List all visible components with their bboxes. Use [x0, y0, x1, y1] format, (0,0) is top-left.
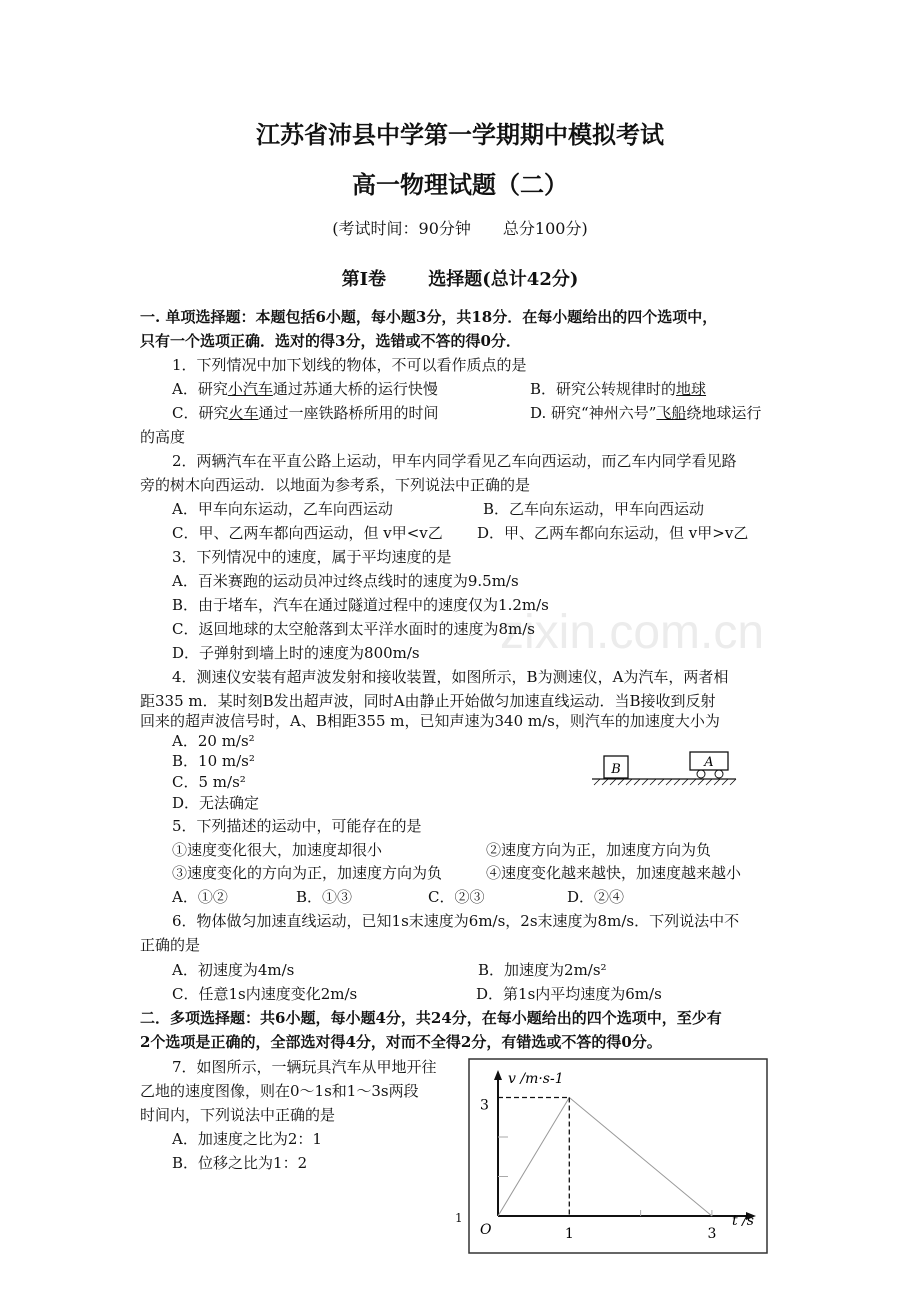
velocity-time-chart	[468, 1058, 768, 1254]
y-axis-label: v /m·s-1	[508, 1071, 564, 1087]
y-tick-label: 3	[480, 1097, 489, 1114]
q2-option-d: D．甲、乙两车都向东运动，但 v甲>v乙	[477, 524, 749, 542]
q2-stem: 2．两辆汽车在平直公路上运动，甲车内同学看见乙车向西运动，而乙车内同学看见路	[172, 452, 737, 470]
wheel	[697, 770, 705, 778]
q3-option-c: C．返回地球的太空舱落到太平洋水面时的速度为8m/s	[172, 620, 535, 638]
q6-stem: 6．物体做匀加速直线运动，已知1s末速度为6m/s，2s末速度为8m/s．下列说法中不	[172, 912, 740, 930]
part2-instructions: 二．多项选择题：共6小题，每小题4分，共24分，在每小题给出的四个选项中，至少有	[140, 1009, 722, 1027]
car-a-label: A	[704, 755, 714, 770]
x-tick-label: 3	[707, 1226, 717, 1242]
q7-option-b: B．位移之比为1：2	[172, 1154, 308, 1172]
q5-statement-1: ①速度变化很大，加速度却很小	[172, 841, 383, 859]
x-tick-label: 1	[564, 1226, 574, 1242]
page-title: 江苏省沛县中学第一学期期中模拟考试	[256, 120, 664, 149]
q4-stem: 距335 m．某时刻B发出超声波，同时A由静止开始做匀加速直线运动．当B接收到反射	[140, 692, 716, 710]
q3-stem: 3．下列情况中的速度，属于平均速度的是	[172, 548, 452, 566]
q6-option-c: C．任意1s内速度变化2m/s	[172, 985, 358, 1003]
exam-info: (考试时间：90分钟 总分100分)	[332, 219, 588, 238]
q1-stem: 1．下列情况中加下划线的物体，不可以看作质点的是	[172, 356, 527, 374]
q4-option-b: B．10 m/s²	[172, 752, 255, 770]
wheel	[715, 770, 723, 778]
q7-stem: 乙地的速度图像，则在0～1s和1～3s两段	[140, 1082, 419, 1100]
q4-option-d: D．无法确定	[172, 794, 260, 812]
q1-option-a: A．研究小汽车通过苏通大桥的运行快慢	[172, 380, 438, 398]
q2-option-b: B．乙车向东运动，甲车向西运动	[483, 500, 705, 518]
q1-option-d: D. 研究“神州六号”飞船绕地球运行	[530, 404, 762, 422]
q1-option-d-cont: 的高度	[140, 428, 186, 446]
ground-hatch	[594, 779, 736, 785]
device-b-label: B	[611, 762, 621, 777]
q5-statement-2: ②速度方向为正，加速度方向为负	[486, 841, 712, 859]
q1-option-b: B．研究公转规律时的地球	[530, 380, 707, 398]
q5-option-a: A．①②	[172, 888, 228, 906]
chart-frame	[469, 1059, 767, 1253]
q2-stem: 旁的树木向西运动．以地面为参考系，下列说法中正确的是	[140, 476, 531, 494]
x-axis-label: t /s	[732, 1213, 754, 1229]
q3-option-d: D．子弹射到墙上时的速度为800m/s	[172, 644, 420, 662]
q2-option-a: A．甲车向东运动，乙车向西运动	[172, 500, 393, 518]
q7-stem: 时间内，下列说法中正确的是	[140, 1106, 336, 1124]
q6-option-d: D．第1s内平均速度为6m/s	[476, 985, 662, 1003]
q7-stem: 7．如图所示，一辆玩具汽车从甲地开往	[172, 1058, 437, 1076]
q7-option-a: A．加速度之比为2：1	[172, 1130, 322, 1148]
q6-stem: 正确的是	[140, 936, 201, 954]
q5-statement-4: ④速度变化越来越快，加速度越来越小	[486, 864, 742, 882]
q5-stem: 5．下列描述的运动中，可能存在的是	[172, 817, 422, 835]
q3-option-b: B．由于堵车，汽车在通过隧道过程中的速度仅为1.2m/s	[172, 596, 549, 614]
q5-option-b: B．①③	[296, 888, 353, 906]
part1-instructions: 只有一个选项正确．选对的得3分，选错或不答的得0分．	[140, 332, 521, 350]
q1-option-c: C．研究火车通过一座铁路桥所用的时间	[172, 404, 439, 422]
q4-option-a: A．20 m/s²	[172, 732, 255, 750]
q4-stem: 4．测速仪安装有超声波发射和接收装置，如图所示，B为测速仪，A为汽车，两者相	[172, 668, 729, 686]
part2-instructions: 2个选项是正确的，全部选对得4分，对而不全得2分，有错选或不答的得0分。	[140, 1033, 662, 1051]
section-title: 第Ⅰ卷 选择题(总计42分)	[341, 269, 579, 290]
q2-option-c: C．甲、乙两车都向西运动，但 v甲<v乙	[172, 524, 443, 542]
q4-option-c: C．5 m/s²	[172, 773, 246, 791]
velocity-line	[498, 1098, 712, 1217]
q5-option-c: C．②③	[428, 888, 485, 906]
q5-option-d: D．②④	[567, 888, 625, 906]
q5-statement-3: ③速度变化的方向为正，加速度方向为负	[172, 864, 443, 882]
q6-option-b: B．加速度为2m/s²	[478, 961, 607, 979]
origin-label: O	[480, 1222, 492, 1238]
page-subtitle: 高一物理试题（二）	[352, 170, 568, 199]
q4-stem: 回来的超声波信号时，A、B相距355 m，已知声速为340 m/s，则汽车的加速度大小为	[140, 712, 720, 730]
watermark: zixin.com.cn	[500, 606, 765, 659]
q3-option-a: A．百米赛跑的运动员冲过终点线时的速度为9.5m/s	[172, 572, 519, 590]
q4-figure	[590, 748, 740, 788]
stray-mark: 1	[455, 1211, 463, 1225]
part1-instructions: 一. 单项选择题：本题包括6小题，每小题3分，共18分．在每小题给出的四个选项中，	[140, 308, 718, 326]
y-axis-arrow	[494, 1070, 502, 1080]
q6-option-a: A．初速度为4m/s	[172, 961, 295, 979]
